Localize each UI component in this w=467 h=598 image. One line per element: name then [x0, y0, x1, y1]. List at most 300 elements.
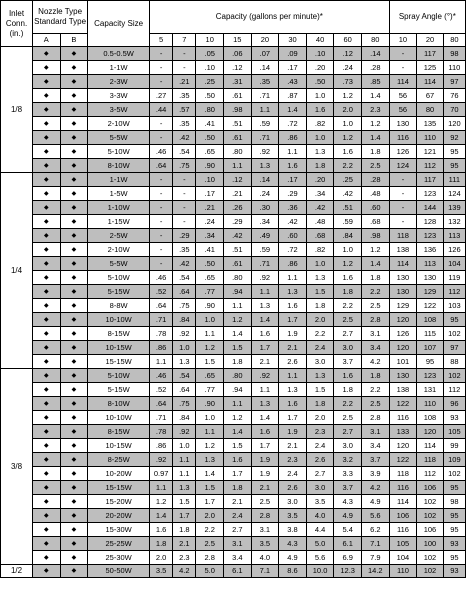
capacity-value: 1.2 — [334, 89, 362, 103]
table-row — [1, 215, 466, 229]
capacity-value: 1.3 — [173, 355, 196, 369]
capacity-value: 2.2 — [196, 523, 224, 537]
capacity-value: .46 — [150, 271, 173, 285]
table-row — [1, 383, 466, 397]
inlet-size: 3/8 — [1, 369, 33, 565]
availability-diamond-icon: ◆ — [33, 327, 61, 341]
capacity-size: 10-10W — [88, 411, 150, 425]
availability-diamond-icon: ◆ — [33, 187, 61, 201]
capacity-value: .42 — [279, 215, 307, 229]
availability-diamond-icon: ◆ — [33, 243, 61, 257]
capacity-value: 1.5 — [173, 495, 196, 509]
spray-angle-value: 123 — [417, 369, 444, 383]
spray-angle-value: 95 — [443, 551, 465, 565]
availability-diamond-icon: ◆ — [33, 215, 61, 229]
capacity-value: .64 — [150, 397, 173, 411]
table-row — [1, 257, 466, 271]
capacity-value: .35 — [173, 243, 196, 257]
capacity-value: - — [173, 201, 196, 215]
capacity-value: - — [150, 131, 173, 145]
capacity-value: 3.7 — [361, 453, 389, 467]
spray-angle-value: 130 — [389, 369, 417, 383]
capacity-value: 5.6 — [306, 551, 334, 565]
capacity-size: 1-5W — [88, 187, 150, 201]
capacity-value: 1.7 — [196, 495, 224, 509]
availability-diamond-icon: ◆ — [33, 61, 61, 75]
capacity-value: 5.4 — [334, 523, 362, 537]
capacity-value: .35 — [251, 75, 279, 89]
capacity-size: 5-15W — [88, 383, 150, 397]
capacity-value: 4.2 — [173, 565, 196, 578]
capacity-value: 2.3 — [173, 551, 196, 565]
availability-diamond-icon: ◆ — [33, 369, 61, 383]
capacity-value: 2.1 — [279, 341, 307, 355]
capacity-value: .71 — [251, 131, 279, 145]
capacity-value: .84 — [173, 411, 196, 425]
capacity-value: 1.7 — [224, 467, 252, 481]
capacity-value: .78 — [150, 425, 173, 439]
capacity-value: 2.2 — [361, 383, 389, 397]
spray-angle-value: 122 — [417, 299, 444, 313]
capacity-value: 6.9 — [334, 551, 362, 565]
capacity-value: 2.0 — [306, 411, 334, 425]
capacity-value: 1.1 — [224, 299, 252, 313]
spray-angle-value: 135 — [417, 117, 444, 131]
capacity-value: .92 — [150, 453, 173, 467]
capacity-value: 1.7 — [251, 439, 279, 453]
capacity-value: - — [150, 215, 173, 229]
header-pressure-30: 30 — [279, 34, 307, 47]
capacity-value: .72 — [279, 243, 307, 257]
spray-angle-value: 122 — [389, 453, 417, 467]
availability-diamond-icon: ◆ — [60, 299, 88, 313]
spray-angle-value: 129 — [389, 299, 417, 313]
capacity-value: 2.4 — [224, 509, 252, 523]
capacity-value: .77 — [196, 383, 224, 397]
availability-diamond-icon: ◆ — [60, 397, 88, 411]
capacity-value: 3.5 — [306, 495, 334, 509]
capacity-value: 2.5 — [196, 537, 224, 551]
capacity-value: .10 — [196, 61, 224, 75]
capacity-size: 8-15W — [88, 425, 150, 439]
spray-angle-value: 138 — [389, 243, 417, 257]
capacity-value: .54 — [173, 369, 196, 383]
capacity-value: .50 — [196, 89, 224, 103]
spray-angle-value: 110 — [443, 61, 465, 75]
capacity-size: 5-15W — [88, 285, 150, 299]
availability-diamond-icon: ◆ — [60, 173, 88, 187]
spray-angle-value: 103 — [443, 299, 465, 313]
capacity-value: 1.6 — [334, 271, 362, 285]
capacity-value: .92 — [173, 327, 196, 341]
capacity-value: 1.0 — [334, 117, 362, 131]
spray-angle-value: 95 — [443, 481, 465, 495]
capacity-value: 1.2 — [224, 313, 252, 327]
capacity-value: 7.1 — [361, 537, 389, 551]
capacity-value: 1.4 — [224, 425, 252, 439]
availability-diamond-icon: ◆ — [60, 439, 88, 453]
capacity-value: .64 — [150, 299, 173, 313]
capacity-value: 1.1 — [173, 453, 196, 467]
spray-angle-value: 105 — [443, 425, 465, 439]
availability-diamond-icon: ◆ — [60, 509, 88, 523]
spray-angle-value: 88 — [443, 355, 465, 369]
spray-angle-value: - — [389, 215, 417, 229]
capacity-value: .17 — [196, 187, 224, 201]
spray-angle-value: 123 — [417, 187, 444, 201]
availability-diamond-icon: ◆ — [33, 131, 61, 145]
capacity-size: 15-15W — [88, 481, 150, 495]
capacity-value: 3.1 — [224, 537, 252, 551]
spray-angle-value: 106 — [417, 523, 444, 537]
capacity-value: 2.7 — [334, 425, 362, 439]
capacity-value: .14 — [251, 61, 279, 75]
capacity-value: 2.8 — [196, 551, 224, 565]
capacity-value: 1.1 — [196, 327, 224, 341]
spray-angle-value: 107 — [417, 341, 444, 355]
spray-angle-value: 117 — [417, 47, 444, 61]
header-nozzle-type: Nozzle Type Standard Type — [33, 1, 88, 34]
capacity-value: - — [173, 173, 196, 187]
capacity-value: 2.3 — [279, 453, 307, 467]
capacity-value: .92 — [251, 369, 279, 383]
spray-angle-value: 105 — [389, 537, 417, 551]
capacity-value: .20 — [306, 173, 334, 187]
capacity-value: .27 — [150, 89, 173, 103]
capacity-value: .50 — [196, 257, 224, 271]
capacity-value: .54 — [173, 271, 196, 285]
availability-diamond-icon: ◆ — [33, 495, 61, 509]
availability-diamond-icon: ◆ — [33, 285, 61, 299]
capacity-value: 1.9 — [279, 327, 307, 341]
capacity-value: .28 — [361, 61, 389, 75]
capacity-value: 1.6 — [150, 523, 173, 537]
capacity-value: 2.5 — [361, 159, 389, 173]
availability-diamond-icon: ◆ — [60, 313, 88, 327]
capacity-value: .72 — [279, 117, 307, 131]
table-row — [1, 355, 466, 369]
capacity-value: 4.0 — [251, 551, 279, 565]
table-row — [1, 173, 466, 187]
spray-angle-value: 102 — [417, 565, 444, 578]
capacity-value: 0.97 — [150, 467, 173, 481]
spray-angle-value: 130 — [417, 271, 444, 285]
capacity-value: .94 — [224, 383, 252, 397]
table-row — [1, 453, 466, 467]
capacity-value: 1.0 — [196, 313, 224, 327]
table-row — [1, 495, 466, 509]
capacity-value: 3.1 — [251, 523, 279, 537]
capacity-value: 1.5 — [224, 439, 252, 453]
spray-angle-value: 116 — [389, 481, 417, 495]
capacity-value: 3.0 — [279, 495, 307, 509]
table-row — [1, 145, 466, 159]
availability-diamond-icon: ◆ — [33, 257, 61, 271]
capacity-value: .14 — [361, 47, 389, 61]
capacity-value: 1.8 — [150, 537, 173, 551]
capacity-value: 2.5 — [361, 299, 389, 313]
spray-angle-value: 116 — [389, 411, 417, 425]
capacity-size: 5-10W — [88, 271, 150, 285]
capacity-value: 1.4 — [361, 257, 389, 271]
spray-angle-value: 80 — [417, 103, 444, 117]
spray-angle-value: 95 — [443, 145, 465, 159]
capacity-value: .80 — [224, 145, 252, 159]
capacity-value: .86 — [279, 257, 307, 271]
capacity-value: 4.3 — [279, 537, 307, 551]
table-row — [1, 243, 466, 257]
capacity-value: 1.5 — [196, 481, 224, 495]
capacity-value: 1.2 — [334, 257, 362, 271]
availability-diamond-icon: ◆ — [33, 383, 61, 397]
capacity-value: 1.6 — [334, 145, 362, 159]
capacity-size: 5-10W — [88, 369, 150, 383]
spray-angle-value: 116 — [389, 131, 417, 145]
capacity-value: 1.0 — [196, 411, 224, 425]
spray-angle-value: 67 — [417, 89, 444, 103]
capacity-value: 14.2 — [361, 565, 389, 578]
capacity-value: .48 — [361, 187, 389, 201]
capacity-value: .71 — [251, 89, 279, 103]
capacity-value: 4.2 — [361, 481, 389, 495]
capacity-value: - — [150, 173, 173, 187]
capacity-value: 2.3 — [306, 425, 334, 439]
capacity-value: 1.3 — [251, 159, 279, 173]
capacity-value: 2.1 — [279, 439, 307, 453]
capacity-value: .34 — [306, 187, 334, 201]
spray-angle-value: 132 — [443, 215, 465, 229]
capacity-value: .21 — [224, 187, 252, 201]
capacity-value: 1.0 — [306, 131, 334, 145]
availability-diamond-icon: ◆ — [33, 159, 61, 173]
capacity-value: .86 — [279, 131, 307, 145]
capacity-value: .80 — [196, 103, 224, 117]
capacity-value: 4.4 — [306, 523, 334, 537]
capacity-value: 3.5 — [251, 537, 279, 551]
availability-diamond-icon: ◆ — [60, 355, 88, 369]
header-angle-pressure-20: 20 — [417, 34, 444, 47]
capacity-value: 3.4 — [224, 551, 252, 565]
capacity-value: 2.7 — [334, 327, 362, 341]
table-row — [1, 117, 466, 131]
table-row — [1, 103, 466, 117]
capacity-value: .26 — [224, 201, 252, 215]
spray-angle-value: 130 — [389, 117, 417, 131]
capacity-value: .52 — [150, 285, 173, 299]
spray-angle-value: 139 — [443, 201, 465, 215]
spray-angle-value: 102 — [443, 369, 465, 383]
capacity-size: 1-10W — [88, 201, 150, 215]
spray-angle-value: 76 — [443, 89, 465, 103]
capacity-value: .82 — [306, 243, 334, 257]
capacity-value: 3.0 — [334, 439, 362, 453]
spray-angle-value: 126 — [389, 145, 417, 159]
spray-angle-value: 93 — [443, 537, 465, 551]
spray-angle-value: 95 — [443, 523, 465, 537]
capacity-value: 1.8 — [334, 285, 362, 299]
spray-angle-value: 129 — [417, 285, 444, 299]
spray-angle-value: 121 — [417, 145, 444, 159]
table-row — [1, 313, 466, 327]
spray-angle-value: 93 — [443, 411, 465, 425]
capacity-size: 15-20W — [88, 495, 150, 509]
spray-angle-value: 124 — [443, 187, 465, 201]
capacity-size: 50-50W — [88, 565, 150, 578]
capacity-value: .49 — [251, 229, 279, 243]
capacity-value: .17 — [279, 61, 307, 75]
spray-angle-value: 93 — [443, 565, 465, 578]
spray-angle-value: 110 — [389, 565, 417, 578]
capacity-value: 2.2 — [361, 285, 389, 299]
capacity-value: 1.9 — [251, 467, 279, 481]
capacity-value: .59 — [251, 243, 279, 257]
capacity-size: 5-10W — [88, 145, 150, 159]
capacity-value: .75 — [173, 397, 196, 411]
capacity-value: 1.6 — [251, 425, 279, 439]
capacity-size: 2-3W — [88, 75, 150, 89]
capacity-value: - — [173, 47, 196, 61]
availability-diamond-icon: ◆ — [60, 145, 88, 159]
capacity-value: 2.1 — [173, 537, 196, 551]
header-type-b: B — [60, 34, 88, 47]
availability-diamond-icon: ◆ — [60, 411, 88, 425]
capacity-value: 1.2 — [361, 243, 389, 257]
capacity-value: .10 — [196, 173, 224, 187]
capacity-value: - — [150, 257, 173, 271]
availability-diamond-icon: ◆ — [60, 495, 88, 509]
capacity-value: 4.9 — [361, 495, 389, 509]
capacity-value: .31 — [224, 75, 252, 89]
capacity-value: - — [173, 61, 196, 75]
capacity-value: 2.6 — [306, 453, 334, 467]
availability-diamond-icon: ◆ — [60, 565, 88, 578]
capacity-value: 3.3 — [334, 467, 362, 481]
spray-angle-value: - — [389, 187, 417, 201]
capacity-value: .43 — [279, 75, 307, 89]
header-capacity-size: Capacity Size — [88, 1, 150, 47]
capacity-value: 1.1 — [173, 467, 196, 481]
capacity-size: 15-15W — [88, 355, 150, 369]
capacity-value: - — [150, 47, 173, 61]
capacity-value: .21 — [173, 75, 196, 89]
header-pressure-10: 10 — [196, 34, 224, 47]
capacity-value: 1.6 — [334, 369, 362, 383]
capacity-size: 20-20W — [88, 509, 150, 523]
capacity-value: 1.0 — [173, 341, 196, 355]
capacity-value: 1.6 — [251, 327, 279, 341]
spray-angle-value: 56 — [389, 89, 417, 103]
capacity-value: 5.6 — [361, 509, 389, 523]
capacity-value: 3.7 — [334, 355, 362, 369]
availability-diamond-icon: ◆ — [60, 75, 88, 89]
table-row — [1, 187, 466, 201]
table-row — [1, 537, 466, 551]
capacity-value: .65 — [196, 271, 224, 285]
capacity-value: 2.6 — [279, 481, 307, 495]
capacity-value: .61 — [224, 131, 252, 145]
capacity-value: 2.4 — [279, 467, 307, 481]
capacity-value: .61 — [224, 257, 252, 271]
capacity-value: 6.1 — [334, 537, 362, 551]
capacity-value: 2.1 — [224, 495, 252, 509]
capacity-value: 1.2 — [334, 131, 362, 145]
spray-angle-value: 112 — [443, 285, 465, 299]
table-row — [1, 467, 466, 481]
spray-angle-value: 95 — [443, 509, 465, 523]
availability-diamond-icon: ◆ — [33, 411, 61, 425]
capacity-value: .71 — [251, 257, 279, 271]
capacity-value: .20 — [306, 61, 334, 75]
availability-diamond-icon: ◆ — [60, 467, 88, 481]
capacity-value: 1.1 — [251, 103, 279, 117]
spray-angle-value: - — [389, 173, 417, 187]
availability-diamond-icon: ◆ — [60, 537, 88, 551]
capacity-value: 4.2 — [361, 355, 389, 369]
capacity-value: 2.3 — [361, 103, 389, 117]
capacity-value: .35 — [173, 117, 196, 131]
capacity-value: 1.2 — [224, 411, 252, 425]
spray-angle-value: 108 — [417, 411, 444, 425]
spray-angle-value: 133 — [389, 425, 417, 439]
capacity-value: 1.6 — [279, 299, 307, 313]
availability-diamond-icon: ◆ — [60, 369, 88, 383]
capacity-value: .52 — [150, 383, 173, 397]
capacity-value: 3.0 — [306, 481, 334, 495]
capacity-value: 1.6 — [224, 453, 252, 467]
capacity-value: .30 — [251, 201, 279, 215]
capacity-value: 1.4 — [224, 327, 252, 341]
spray-angle-value: 95 — [443, 313, 465, 327]
capacity-value: .82 — [306, 117, 334, 131]
availability-diamond-icon: ◆ — [60, 383, 88, 397]
spray-angle-value: 120 — [389, 341, 417, 355]
capacity-value: 1.5 — [306, 285, 334, 299]
capacity-value: 1.0 — [306, 257, 334, 271]
capacity-value: .24 — [196, 215, 224, 229]
capacity-value: 3.2 — [334, 453, 362, 467]
spray-angle-value: 106 — [417, 481, 444, 495]
capacity-value: .42 — [306, 201, 334, 215]
capacity-value: .61 — [224, 89, 252, 103]
availability-diamond-icon: ◆ — [60, 215, 88, 229]
availability-diamond-icon: ◆ — [33, 537, 61, 551]
capacity-value: 3.8 — [279, 523, 307, 537]
availability-diamond-icon: ◆ — [33, 271, 61, 285]
capacity-value: .57 — [173, 103, 196, 117]
table-row — [1, 551, 466, 565]
availability-diamond-icon: ◆ — [33, 397, 61, 411]
spray-angle-value: 98 — [443, 47, 465, 61]
capacity-value: 1.8 — [306, 159, 334, 173]
availability-diamond-icon: ◆ — [60, 257, 88, 271]
capacity-value: .25 — [196, 75, 224, 89]
spray-angle-value: - — [389, 201, 417, 215]
capacity-value: - — [150, 61, 173, 75]
spray-angle-value: 115 — [417, 327, 444, 341]
availability-diamond-icon: ◆ — [33, 509, 61, 523]
availability-diamond-icon: ◆ — [60, 187, 88, 201]
capacity-value: .25 — [334, 173, 362, 187]
spray-angle-value: 113 — [417, 257, 444, 271]
capacity-value: 1.1 — [150, 355, 173, 369]
capacity-value: 1.8 — [361, 369, 389, 383]
capacity-value: .78 — [150, 327, 173, 341]
availability-diamond-icon: ◆ — [33, 467, 61, 481]
spray-angle-value: 116 — [389, 523, 417, 537]
availability-diamond-icon: ◆ — [60, 89, 88, 103]
capacity-value: .59 — [334, 215, 362, 229]
capacity-value: .35 — [173, 89, 196, 103]
